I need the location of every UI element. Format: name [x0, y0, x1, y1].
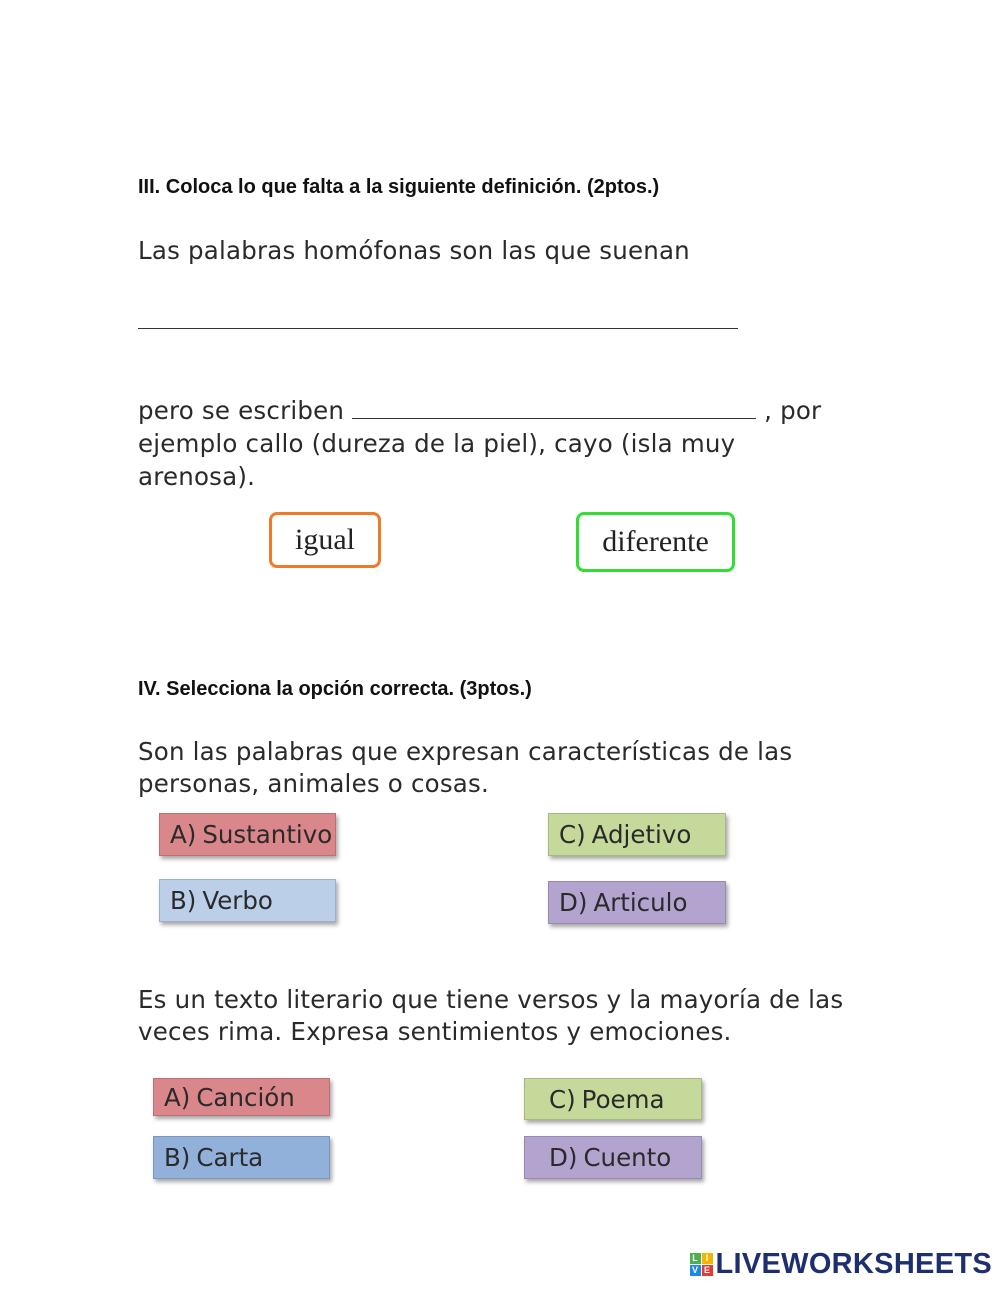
section-3-heading: III. Coloca lo que falta a la siguiente definición. (2ptos.) — [138, 176, 660, 198]
option-letter: C) — [549, 1084, 576, 1114]
answer-blank-2[interactable] — [352, 396, 756, 419]
option-label: Cuento — [583, 1143, 672, 1172]
question-2-line-1: Es un texto literario que tiene versos y la mayoría de las — [138, 985, 844, 1014]
q2-option-b[interactable] — [153, 1136, 330, 1179]
option-label: Articulo — [593, 888, 688, 917]
definition-line-2 — [138, 394, 821, 427]
q2-option-c[interactable] — [524, 1078, 702, 1120]
word-option-diferente[interactable]: diferente — [576, 512, 735, 572]
logo-letter: L — [690, 1253, 701, 1264]
word-option-igual[interactable]: igual — [269, 512, 381, 568]
option-label: Canción — [196, 1082, 295, 1112]
liveworksheets-logo — [690, 1248, 993, 1281]
q1-option-a[interactable] — [159, 813, 336, 856]
logo-mark-icon — [690, 1253, 713, 1276]
logo-letter: E — [702, 1265, 713, 1276]
logo-letter: I — [702, 1253, 713, 1264]
definition-line-3: ejemplo callo (dureza de la piel), cayo (isla muy — [138, 429, 736, 458]
option-letter: D) — [559, 888, 588, 917]
option-letter: A) — [170, 820, 197, 849]
option-letter: B) — [164, 1143, 191, 1172]
q1-option-d[interactable] — [548, 881, 726, 924]
q2-option-a[interactable] — [153, 1078, 330, 1116]
option-letter: D) — [549, 1143, 578, 1172]
definition-line-2-end: , por — [764, 396, 822, 425]
option-label: Verbo — [202, 886, 273, 915]
option-label: Sustantivo — [202, 820, 333, 849]
logo-letter: V — [690, 1265, 701, 1276]
question-2-line-2: veces rima. Expresa sentimientos y emociones. — [138, 1017, 732, 1046]
question-1-line-2: personas, animales o cosas. — [138, 769, 489, 798]
question-1-line-1: Son las palabras que expresan características de las — [138, 737, 793, 766]
logo-text: LIVEWORKSHEETS — [715, 1248, 992, 1280]
q2-option-d[interactable] — [524, 1136, 702, 1179]
definition-line-2-start: pero se escriben — [138, 396, 345, 425]
definition-line-4: arenosa). — [138, 462, 256, 491]
section-4-heading: IV. Selecciona la opción correcta. (3ptos.) — [138, 678, 532, 700]
option-label: Adjetivo — [591, 820, 692, 849]
definition-line-1: Las palabras homófonas son las que suenan — [138, 236, 690, 265]
option-label: Carta — [196, 1143, 264, 1172]
option-letter: B) — [170, 886, 197, 915]
q1-option-b[interactable] — [159, 879, 336, 922]
option-letter: A) — [164, 1082, 191, 1112]
answer-blank-1[interactable] — [138, 308, 738, 329]
option-label: Poema — [581, 1084, 665, 1114]
option-letter: C) — [559, 820, 586, 849]
q1-option-c[interactable] — [548, 813, 726, 856]
